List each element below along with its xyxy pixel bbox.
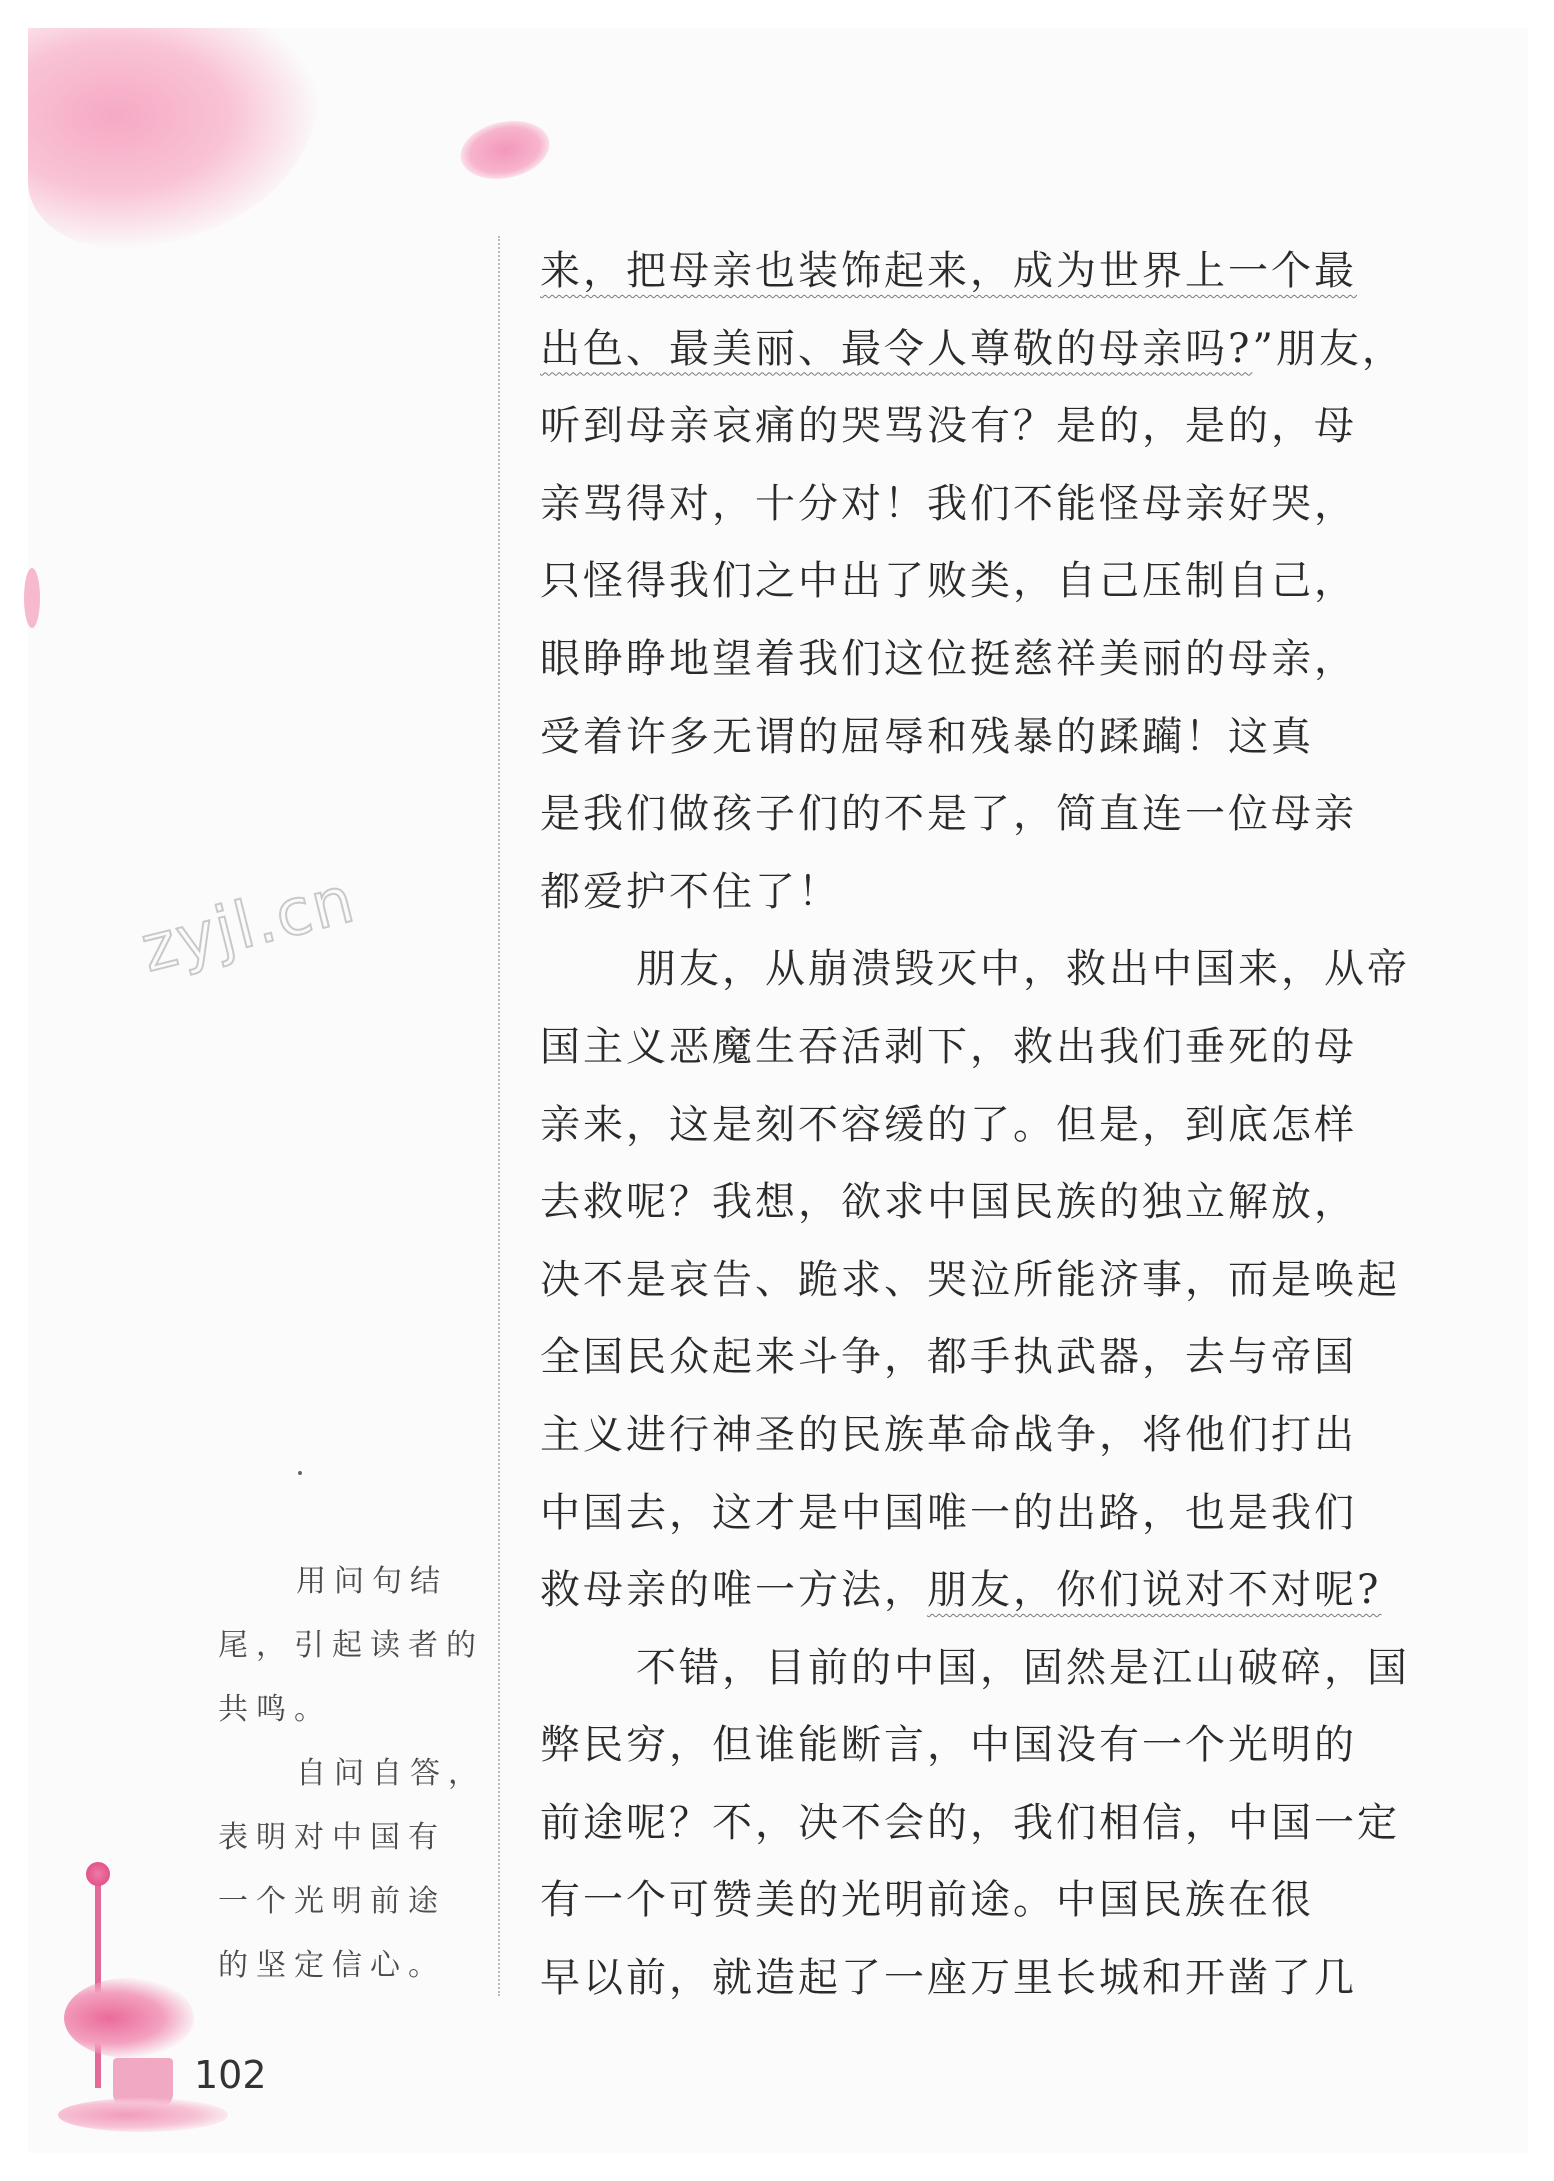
text-segment: 中国去，这才是中国唯一的出路，也是我们 xyxy=(540,1489,1357,1536)
text-segment: 亲骂得对，十分对！我们不能怪母亲好哭， xyxy=(540,480,1357,527)
flowers-illustration xyxy=(64,1978,194,2058)
text-line xyxy=(540,621,1410,699)
text-line xyxy=(540,1087,1410,1165)
text-segment: 都爱护不住了！ xyxy=(540,868,841,915)
text-line xyxy=(540,233,1410,311)
text-line xyxy=(540,388,1410,466)
text-line xyxy=(540,1397,1410,1475)
text-line xyxy=(540,1475,1410,1553)
text-line xyxy=(540,1242,1410,1320)
text-line xyxy=(540,1319,1410,1397)
text-segment: 全国民众起来斗争，都手执武器，去与帝国 xyxy=(540,1334,1357,1381)
pink-petal-decoration xyxy=(28,28,318,248)
annotation-line: 一个光明前途 xyxy=(218,1884,446,1919)
text-segment: 不错，目前的中国，固然是江山破碎，国 xyxy=(636,1644,1410,1691)
text-segment: 有一个可赞美的光明前途。中国民族在很 xyxy=(540,1877,1314,1924)
pink-petal-edge xyxy=(24,568,40,628)
text-line xyxy=(540,466,1410,544)
text-segment: 亲来，这是刻不容缓的了。但是，到底怎样 xyxy=(540,1101,1357,1148)
text-line xyxy=(540,776,1410,854)
text-segment: 只怪得我们之中出了败类，自己压制自己， xyxy=(540,558,1357,605)
underlined-text-segment: 来，把母亲也装饰起来，成为世界上一个最 xyxy=(540,248,1357,294)
margin-divider xyxy=(498,236,500,1996)
dot-mark xyxy=(298,1471,302,1475)
text-line xyxy=(540,1009,1410,1087)
text-segment: 早以前，就造起了一座万里长城和开凿了几 xyxy=(540,1955,1357,2002)
annotation-line: 自问自答， xyxy=(296,1756,486,1791)
text-segment: 前途呢？不，决不会的，我们相信，中国一定 xyxy=(540,1799,1400,1846)
text-line xyxy=(540,1164,1410,1242)
ground-illustration xyxy=(58,2098,228,2132)
text-segment: 主义进行神圣的民族革命战争，将他们打出 xyxy=(540,1411,1357,1458)
text-segment: 眼睁睁地望着我们这位挺慈祥美丽的母亲， xyxy=(540,635,1357,682)
underlined-text-segment: 朋友，你们说对不对呢? xyxy=(927,1567,1382,1614)
annotation-line: 共鸣。 xyxy=(218,1692,332,1727)
text-line xyxy=(540,1940,1410,2018)
annotation-line: 尾，引起读者的 xyxy=(218,1628,484,1663)
annotation-line: 表明对中国有 xyxy=(218,1820,446,1855)
text-segment: 受着许多无谓的屈辱和残暴的蹂躏！这真 xyxy=(540,713,1314,760)
text-segment: 去救呢？我想，欲求中国民族的独立解放， xyxy=(540,1179,1357,1226)
watermark: zyjl.cn xyxy=(134,862,363,988)
text-segment: 朋友，从崩溃毁灭中，救出中国来，从帝 xyxy=(636,946,1410,993)
text-line xyxy=(540,1785,1410,1863)
text-line xyxy=(540,311,1410,389)
text-line xyxy=(540,1707,1410,1785)
underlined-text-segment: 出色、最美丽、最令人尊敬的母亲吗? xyxy=(540,325,1253,372)
lamp-head-illustration xyxy=(86,1862,110,1886)
text-line xyxy=(540,543,1410,621)
book-page xyxy=(28,28,1528,2153)
text-segment: 国主义恶魔生吞活剥下，救出我们垂死的母 xyxy=(540,1023,1357,1070)
page-number: 102 xyxy=(194,2053,267,2097)
main-body-text xyxy=(540,233,1410,2018)
text-segment: 弊民穷，但谁能断言，中国没有一个光明的 xyxy=(540,1722,1357,1769)
text-segment: 是我们做孩子们的不是了，简直连一位母亲 xyxy=(540,791,1357,838)
text-line xyxy=(540,1862,1410,1940)
text-segment: 救母亲的唯一方法， xyxy=(540,1567,927,1614)
annotation-line: 的坚定信心。 xyxy=(218,1948,446,1983)
margin-annotation xyxy=(218,1550,486,1998)
text-segment: 决不是哀告、跪求、哭泣所能济事，而是唤起 xyxy=(540,1256,1400,1303)
text-line xyxy=(540,931,1410,1009)
text-line xyxy=(540,854,1410,932)
text-segment: 听到母亲哀痛的哭骂没有？是的，是的，母 xyxy=(540,403,1357,450)
text-line xyxy=(540,1630,1410,1708)
pink-petal-small xyxy=(455,113,555,186)
text-line xyxy=(540,1552,1410,1630)
annotation-line: 用问句结 xyxy=(296,1564,448,1599)
text-segment: ”朋友， xyxy=(1252,325,1405,372)
text-line xyxy=(540,699,1410,777)
